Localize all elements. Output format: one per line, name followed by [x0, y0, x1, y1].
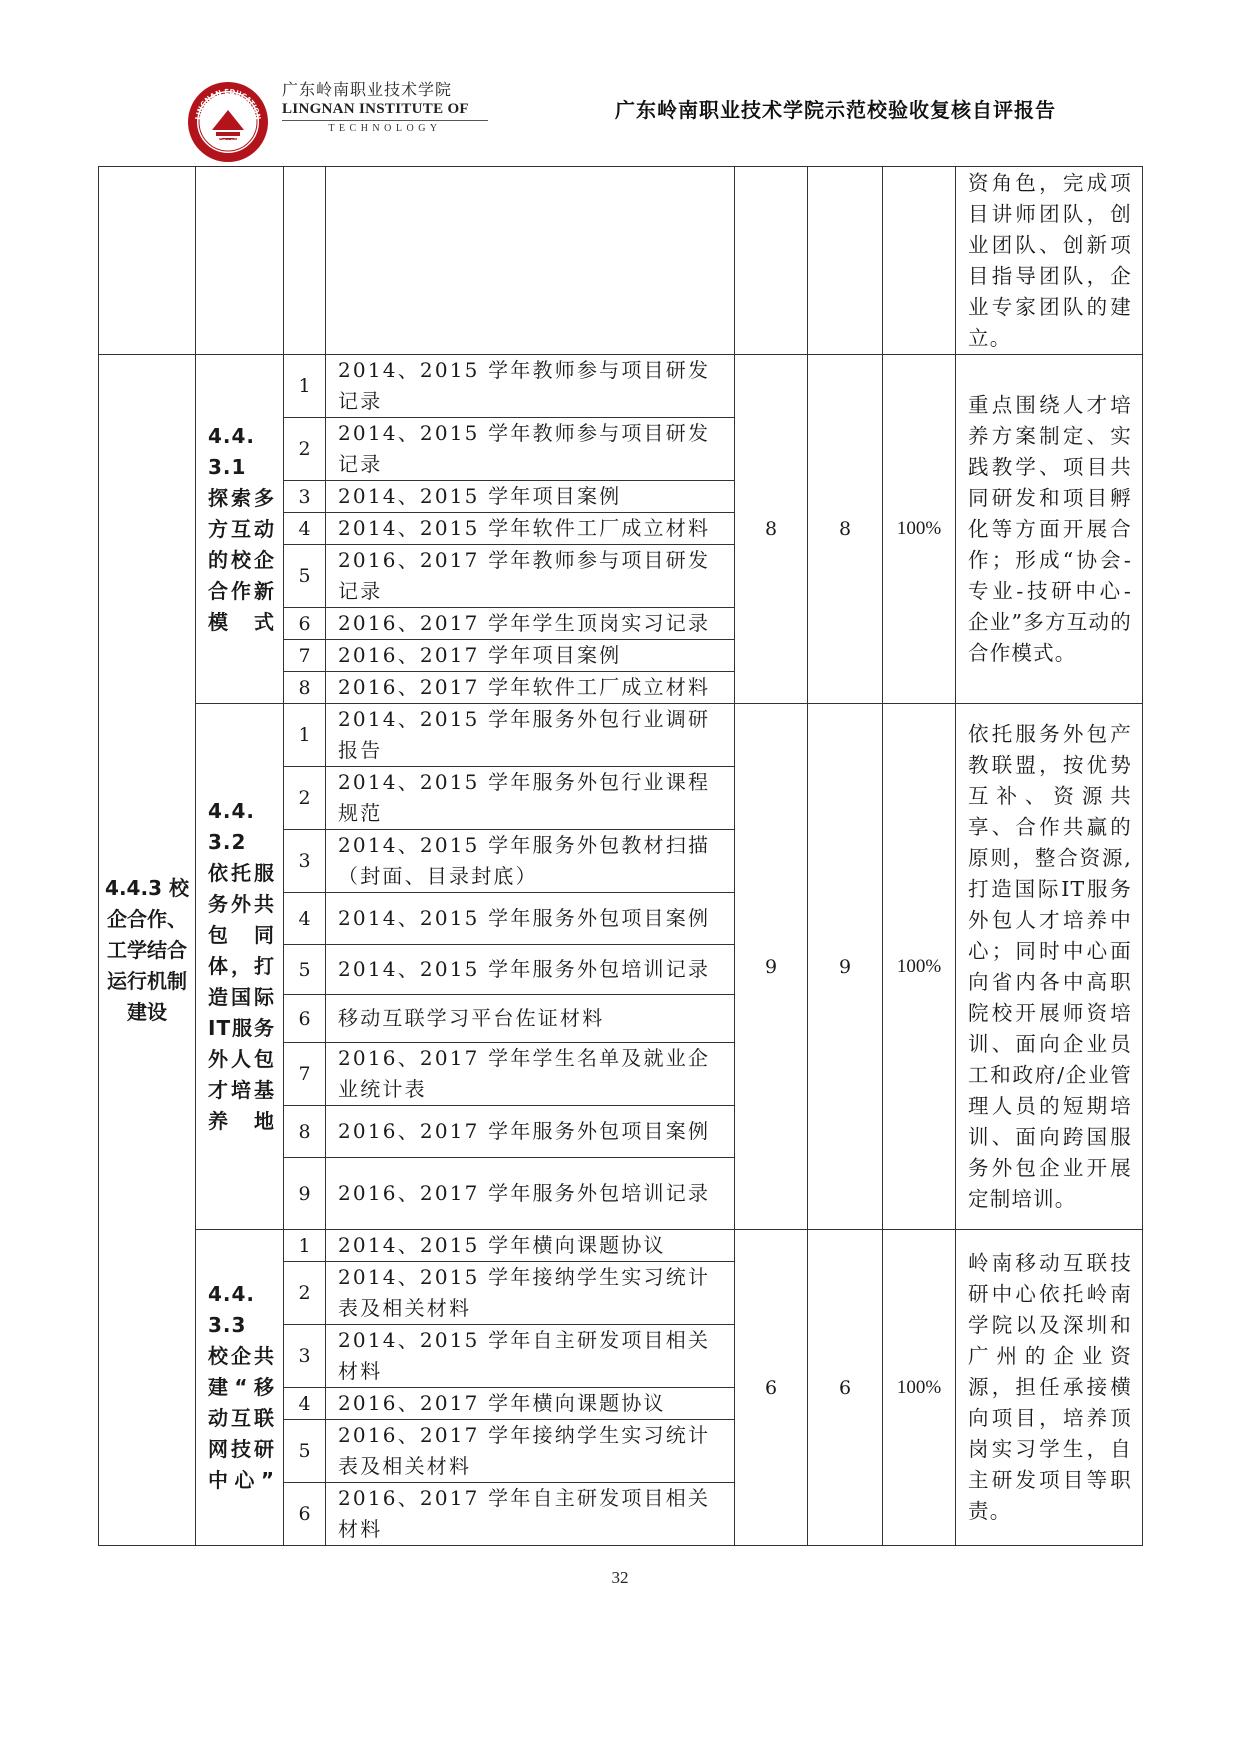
- item-name: 2014、2015 学年教师参与项目研发记录: [326, 418, 735, 481]
- completion-rate: 100%: [883, 704, 956, 1230]
- college-seal-logo: [186, 80, 270, 164]
- subtopic-cell: 4.4.3.2 依托服务外共包同体，打造国际IT服务外人包才培基养地: [196, 704, 284, 1230]
- planned-count: 9: [735, 704, 808, 1230]
- empty-cell: [735, 167, 808, 355]
- item-number: 1: [284, 355, 326, 418]
- item-name: 2016、2017 学年服务外包培训记录: [326, 1158, 735, 1230]
- item-name: 2016、2017 学年学生名单及就业企业统计表: [326, 1043, 735, 1106]
- completion-rate: 100%: [883, 355, 956, 704]
- item-name: 2014、2015 学年横向课题协议: [326, 1230, 735, 1262]
- seal-bottom-text: EST.1993: [213, 135, 243, 147]
- item-number: 3: [284, 1325, 326, 1388]
- item-name: 2014、2015 学年教师参与项目研发记录: [326, 355, 735, 418]
- empty-cell: [99, 167, 196, 355]
- item-name: 2016、2017 学年接纳学生实习统计表及相关材料: [326, 1420, 735, 1483]
- empty-cell: [883, 167, 956, 355]
- item-name: 2016、2017 学年教师参与项目研发记录: [326, 545, 735, 608]
- group-note: 重点围绕人才培养方案制定、实践教学、项目共同研发和项目孵化等方面开展合作；形成“协会-专业-技研中心-企业”多方互动的合作模式。: [956, 355, 1143, 704]
- planned-count: 6: [735, 1230, 808, 1546]
- item-number: 4: [284, 1388, 326, 1420]
- empty-cell: [196, 167, 284, 355]
- item-name: 2014、2015 学年自主研发项目相关材料: [326, 1325, 735, 1388]
- subtopic-cell: 4.4.3.1 探索多方互动的校企合作新模式: [196, 355, 284, 704]
- logo-divider: [282, 120, 488, 121]
- table-row: [99, 704, 1143, 767]
- completion-rate: 100%: [883, 1230, 956, 1546]
- item-name: 2014、2015 学年服务外包培训记录: [326, 945, 735, 995]
- completed-count: 9: [808, 704, 883, 1230]
- item-name: 2016、2017 学年横向课题协议: [326, 1388, 735, 1420]
- completed-count: 8: [808, 355, 883, 704]
- item-number: 4: [284, 893, 326, 945]
- item-name: 2016、2017 学年项目案例: [326, 640, 735, 672]
- empty-cell: [284, 167, 326, 355]
- college-name-en: LINGNAN INSTITUTE OF: [282, 101, 469, 117]
- continuation-row: [99, 167, 1143, 355]
- item-number: 8: [284, 1106, 326, 1158]
- item-name: 2014、2015 学年服务外包项目案例: [326, 893, 735, 945]
- college-name-cn: 广东岭南职业技术学院: [282, 80, 453, 99]
- item-number: 7: [284, 1043, 326, 1106]
- page-header: [186, 72, 1056, 152]
- planned-count: 8: [735, 355, 808, 704]
- evidence-table: [98, 166, 1143, 1546]
- continuation-note: 资角色，完成项目讲师团队，创业团队、创新项目指导团队，企业专家团队的建立。: [956, 167, 1143, 355]
- item-name: 2016、2017 学年学生顶岗实习记录: [326, 608, 735, 640]
- item-number: 1: [284, 1230, 326, 1262]
- item-number: 5: [284, 1420, 326, 1483]
- item-number: 1: [284, 704, 326, 767]
- item-name: 2014、2015 学年接纳学生实习统计表及相关材料: [326, 1262, 735, 1325]
- item-number: 2: [284, 418, 326, 481]
- college-name-en-2: TECHNOLOGY: [328, 123, 442, 134]
- subtopic-cell: 4.4.3.3 校企共建“移动互联网技研中心”: [196, 1230, 284, 1546]
- item-number: 2: [284, 1262, 326, 1325]
- item-number: 7: [284, 640, 326, 672]
- item-number: 3: [284, 830, 326, 893]
- category-cell: 4.4.3 校企合作、工学结合运行机制建设: [99, 355, 196, 1546]
- item-number: 8: [284, 672, 326, 704]
- item-name: 2014、2015 学年软件工厂成立材料: [326, 513, 735, 545]
- item-name: 2014、2015 学年服务外包行业课程规范: [326, 767, 735, 830]
- empty-cell: [808, 167, 883, 355]
- item-number: 6: [284, 608, 326, 640]
- item-number: 3: [284, 481, 326, 513]
- page-number: 32: [611, 1568, 629, 1587]
- item-name: 移动互联学习平台佐证材料: [326, 995, 735, 1043]
- item-name: 2014、2015 学年项目案例: [326, 481, 735, 513]
- item-number: 4: [284, 513, 326, 545]
- table-row: [99, 1230, 1143, 1262]
- item-name: 2016、2017 学年软件工厂成立材料: [326, 672, 735, 704]
- item-name: 2016、2017 学年自主研发项目相关材料: [326, 1483, 735, 1546]
- group-note: 依托服务外包产教联盟，按优势互补、资源共享、合作共赢的原则，整合资源,打造国际IT服务外包人才培养中心；同时中心面向省内各中高职院校开展师资培训、面向企业员工和政府/企业管理人员的短期培训、面向跨国服务外包企业开展定制培训。: [956, 704, 1143, 1230]
- table-row: [99, 355, 1143, 418]
- item-number: 6: [284, 1483, 326, 1546]
- item-name: 2014、2015 学年服务外包教材扫描（封面、目录封底）: [326, 830, 735, 893]
- seal-top-text: LINGNAN EDUCATION: [194, 87, 262, 121]
- college-logo-text: [282, 82, 488, 134]
- item-number: 2: [284, 767, 326, 830]
- item-number: 6: [284, 995, 326, 1043]
- item-number: 5: [284, 945, 326, 995]
- item-name: 2014、2015 学年服务外包行业调研报告: [326, 704, 735, 767]
- document-title: 广东岭南职业技术学院示范校验收复核自评报告: [615, 98, 1056, 122]
- empty-cell: [326, 167, 735, 355]
- item-number: 9: [284, 1158, 326, 1230]
- completed-count: 6: [808, 1230, 883, 1546]
- item-number: 5: [284, 545, 326, 608]
- group-note: 岭南移动互联技研中心依托岭南学院以及深圳和广州的企业资源，担任承接横向项目，培养顶岗实习学生，自主研发项目等职责。: [956, 1230, 1143, 1546]
- item-name: 2016、2017 学年服务外包项目案例: [326, 1106, 735, 1158]
